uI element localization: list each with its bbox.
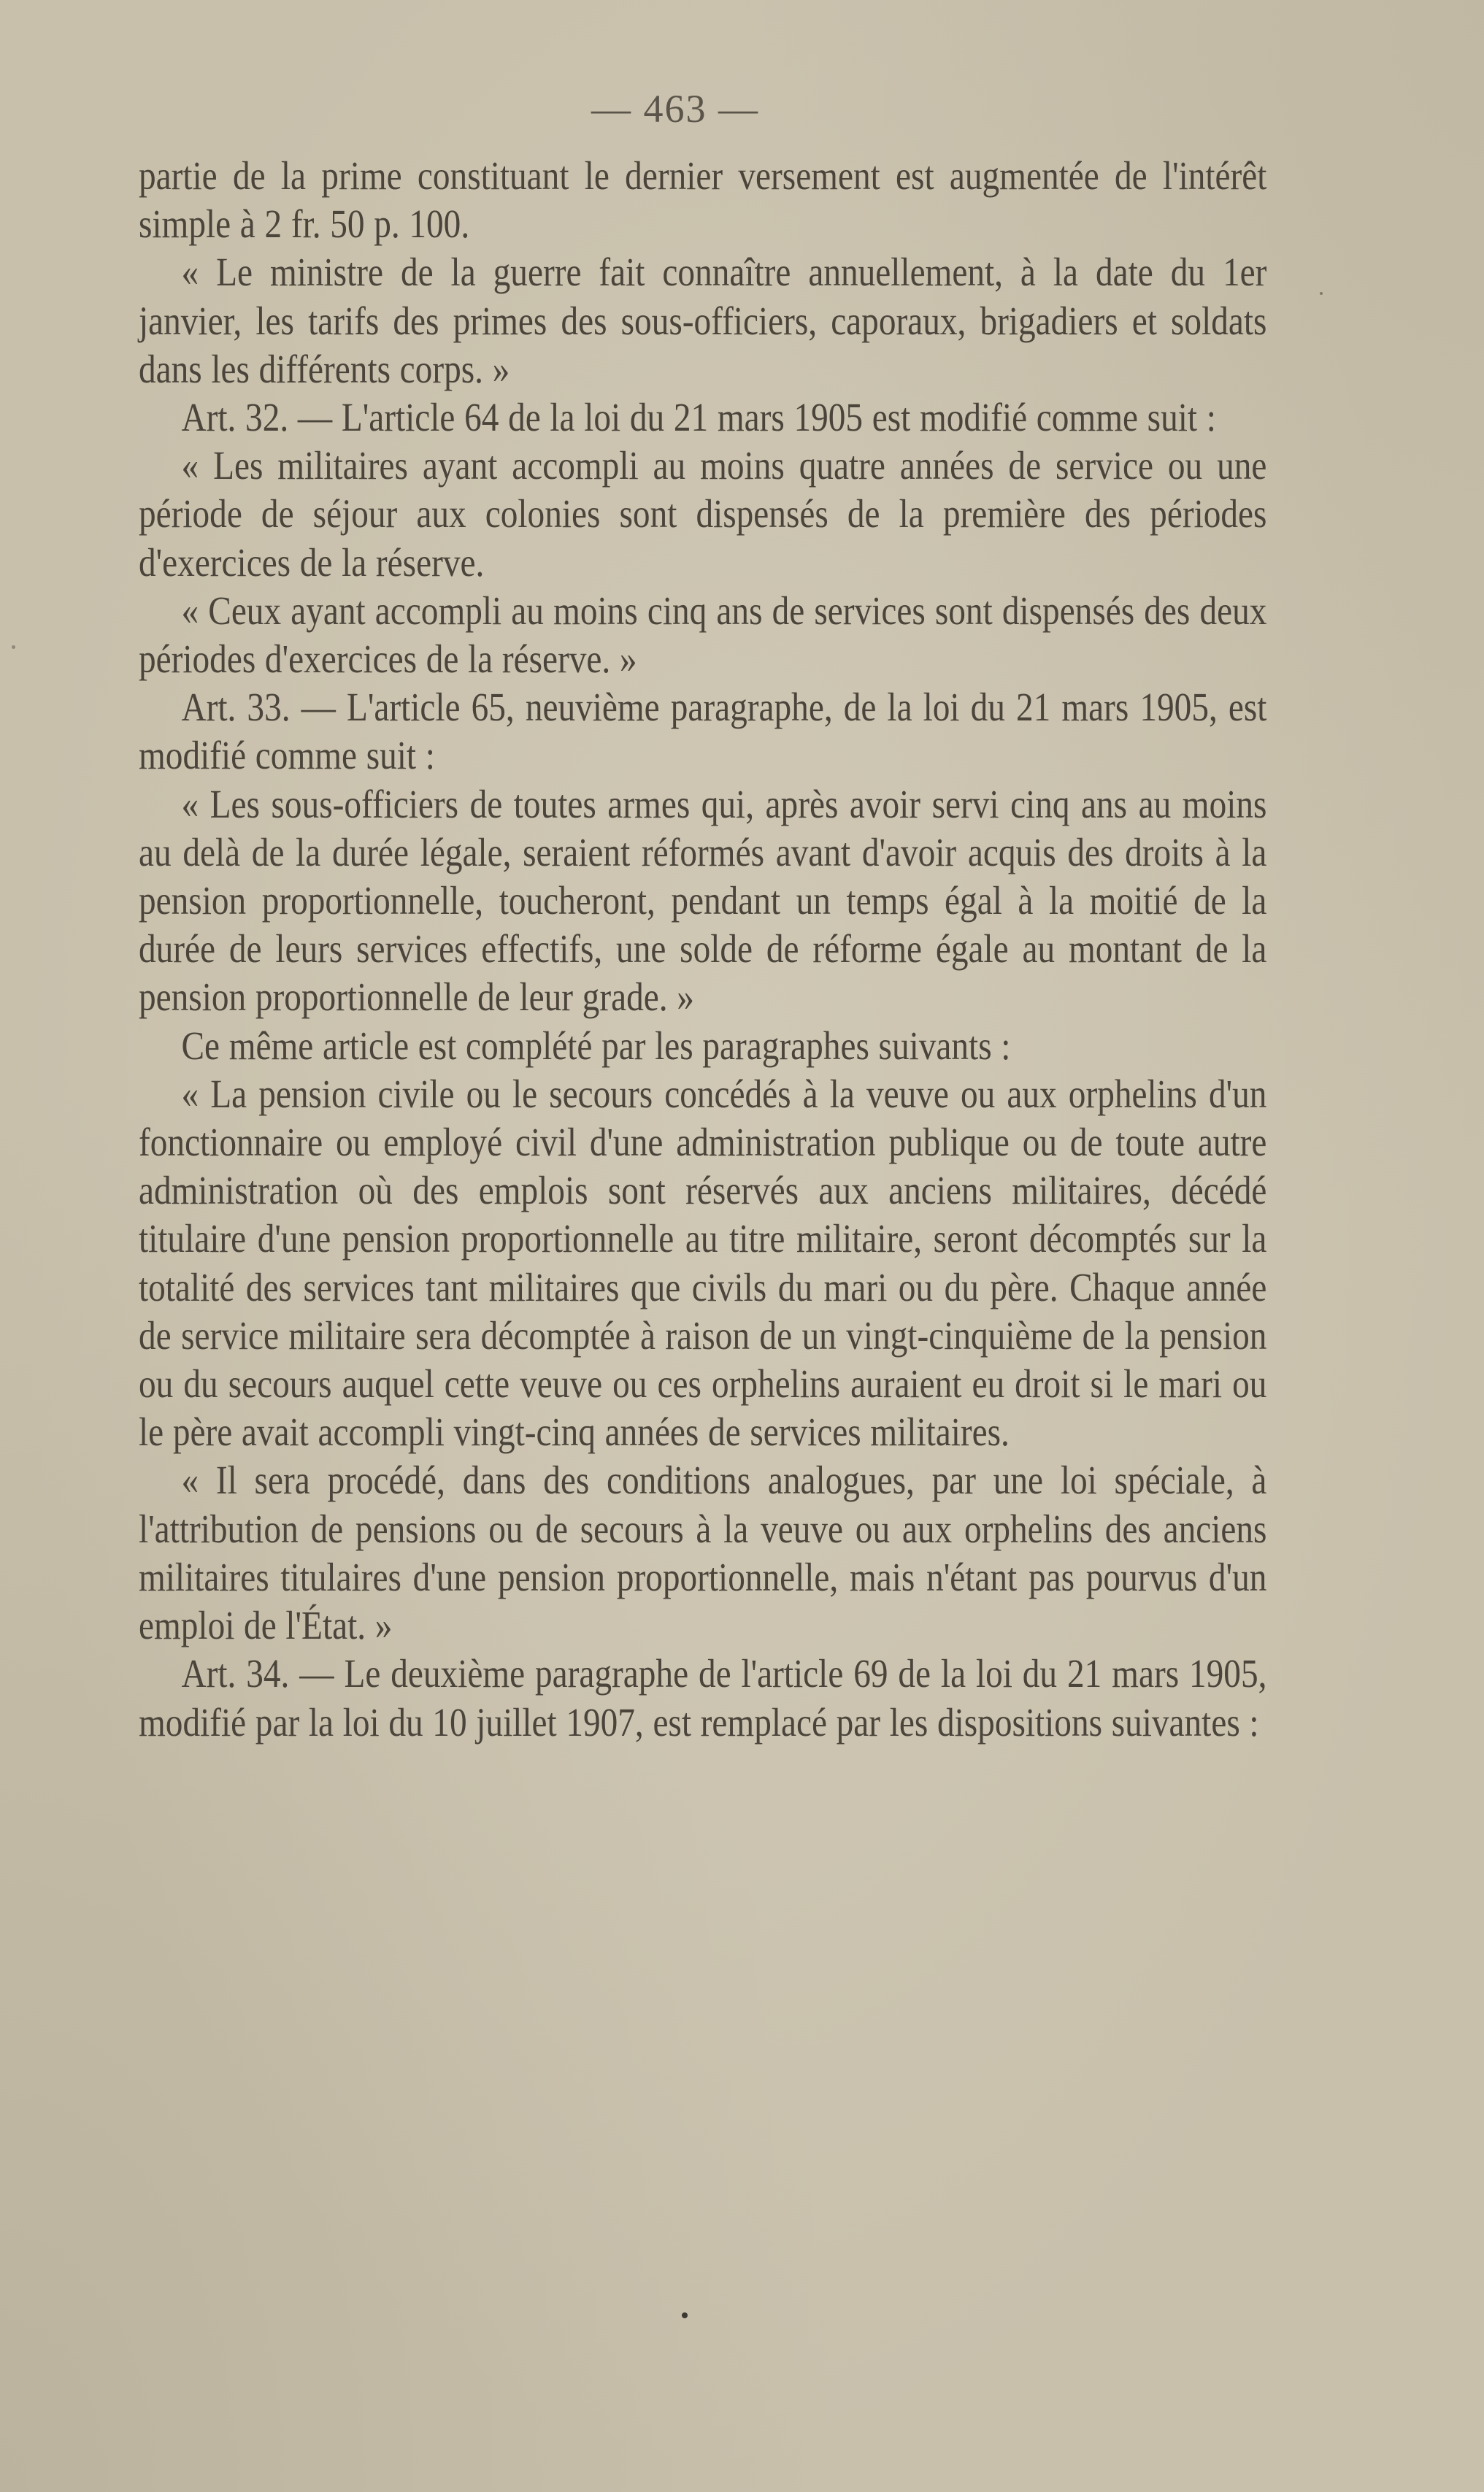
- paragraph: Ce même article est complété par les paragraphes suivants :: [181, 1023, 1011, 1068]
- paragraph: « La pension civile ou le secours concédés à la veuve ou aux orphelins d'un fonctionnaire ou employé civil d'une administration publique ou de toute autre administration où des emplois sont réservés aux anciens militaires, décédé titulaire d'une pension proportionnelle au titre militaire, seront décomptés sur la totalité des services tant militaires que civils du mari ou du père. Chaque année de service militaire sera décomptée à raison de un vingt-cinquième de la pension ou du secours auquel cette veuve ou ces orphelins auraient eu droit si le mari ou le père avait accompli vingt-cinq années de services militaires.: [139, 1071, 1267, 1455]
- paragraph: Art. 32. — L'article 64 de la loi du 21 mars 1905 est modifié comme suit :: [181, 395, 1216, 440]
- body-text: [139, 152, 1266, 1747]
- paragraph: Art. 34. — Le deuxième paragraphe de l'article 69 de la loi du 21 mars 1905, modifié par la loi du 10 juillet 1907, est remplacé par les dispositions suivantes :: [139, 1651, 1267, 1745]
- paragraph: « Les sous-officiers de toutes armes qui, après avoir servi cinq ans au moins au delà de la durée légale, seraient réformés avant d'avoir acquis des droits à la pension proportionnelle, toucheront, pendant un temps égal à la moitié de la durée de leurs services effectifs, une solde de réforme égale au montant de la pension proportionnelle de leur grade. »: [139, 781, 1267, 1020]
- paragraph: « Le ministre de la guerre fait connaître annuellement, à la date du 1er janvier, les tarifs des primes des sous-officiers, caporaux, brigadiers et soldats dans les différents corps. »: [139, 250, 1267, 391]
- paragraph: « Il sera procédé, dans des conditions analogues, par une loi spéciale, à l'attribution de pensions ou de secours à la veuve ou aux orphelins des anciens militaires titulaires d'une pension proportionnelle, mais n'étant pas pourvus d'un emploi de l'État. »: [139, 1458, 1267, 1648]
- paragraph: « Ceux ayant accompli au moins cinq ans de services sont dispensés des deux périodes d'exercices de la réserve. »: [139, 588, 1267, 682]
- ink-speck: [1320, 292, 1323, 295]
- ink-speck: [12, 645, 15, 649]
- ink-speck: [682, 2312, 688, 2318]
- paragraph: partie de la prime constituant le dernier versement est augmentée de l'intérêt simple à 2 fr. 50 p. 100.: [139, 153, 1267, 247]
- paragraph: « Les militaires ayant accompli au moins quatre années de service ou une période de séjour aux colonies sont dispensés de la première des périodes d'exercices de la réserve.: [139, 443, 1267, 585]
- paragraph: Art. 33. — L'article 65, neuvième paragraphe, de la loi du 21 mars 1905, est modifié comme suit :: [139, 685, 1267, 778]
- page-number: — 463 —: [591, 87, 759, 131]
